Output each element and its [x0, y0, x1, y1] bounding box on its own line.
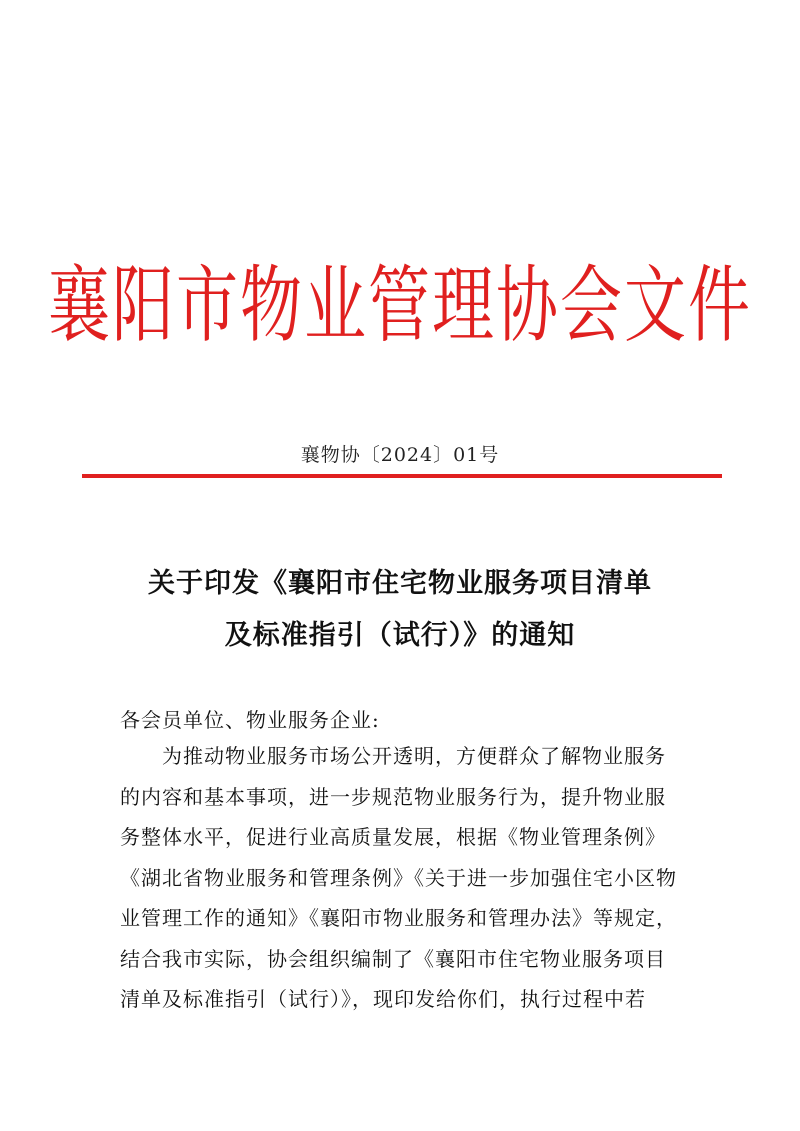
- document-number: 襄物协〔2024〕01号: [300, 444, 500, 466]
- body-line-4: 《湖北省物业服务和管理条例》《关于进一步加强住宅小区物: [120, 865, 677, 890]
- notice-title: [100, 558, 700, 662]
- notice-title-line-1: 关于印发《襄阳市住宅物业服务项目清单: [148, 568, 652, 599]
- body-line-3: 务整体水平，促进行业高质量发展，根据《物业管理条例》: [120, 825, 666, 849]
- body-line-2: 的内容和基本事项，进一步规范物业服务行为，提升物业服: [120, 784, 666, 809]
- notice-title-line-2: 及标准指引（试行）》的通知: [224, 620, 576, 651]
- body-paragraph: [120, 736, 700, 1020]
- body-line-7: 清单及标准指引（试行）》，现印发给你们，执行过程中若: [120, 987, 646, 1011]
- salutation: 各会员单位、物业服务企业:: [120, 708, 380, 732]
- header-divider-line: [82, 474, 722, 478]
- body-line-1: 为推动物业服务市场公开透明，方便群众了解物业服务: [162, 744, 666, 768]
- document-header-title: 襄阳市物业管理协会文件: [47, 255, 752, 355]
- body-line-6: 结合我市实际，协会组织编制了《襄阳市住宅物业服务项目: [120, 946, 666, 971]
- body-line-5: 业管理工作的通知》《襄阳市物业服务和管理办法》等规定，: [120, 906, 677, 930]
